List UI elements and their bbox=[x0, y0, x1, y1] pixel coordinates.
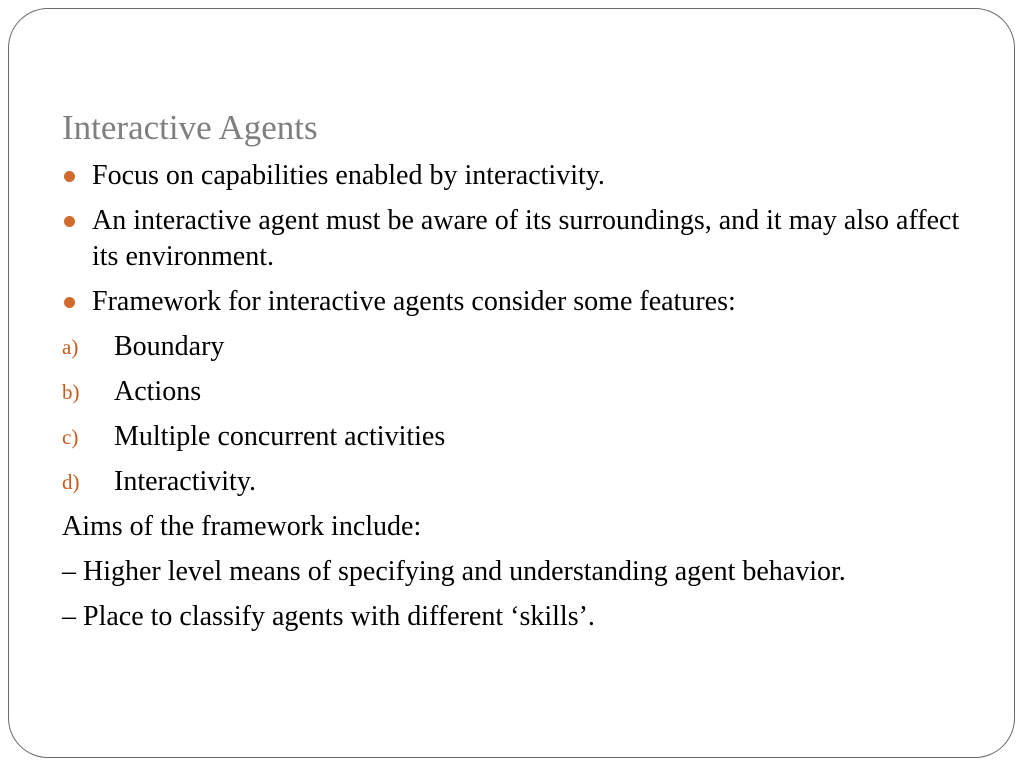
slide-title: Interactive Agents bbox=[62, 108, 318, 147]
lettered-item bbox=[62, 419, 962, 455]
lettered-item bbox=[62, 329, 962, 365]
list-marker: a) bbox=[62, 335, 79, 359]
list-marker: b) bbox=[62, 380, 80, 404]
bullet-icon bbox=[64, 171, 75, 182]
list-item-text: Actions bbox=[114, 376, 202, 407]
lettered-item bbox=[62, 374, 962, 410]
bullet-text: An interactive agent must be aware of its surroundings, and it may also affect its environment. bbox=[92, 205, 960, 272]
bullet-icon bbox=[64, 297, 75, 308]
lettered-item bbox=[62, 464, 962, 500]
aim-item: – Place to classify agents with different ‘skills’. bbox=[62, 601, 595, 632]
aims-heading: Aims of the framework include: bbox=[62, 511, 422, 542]
bullet-icon bbox=[64, 216, 75, 227]
bullet-item bbox=[62, 284, 962, 320]
slide-body bbox=[62, 158, 962, 644]
bullet-text: Focus on capabilities enabled by interactivity. bbox=[92, 160, 605, 191]
bullet-item bbox=[62, 203, 962, 275]
bullet-text: Framework for interactive agents consider some features: bbox=[92, 286, 736, 317]
list-marker: d) bbox=[62, 470, 80, 494]
aim-item: – Higher level means of specifying and understanding agent behavior. bbox=[62, 556, 846, 587]
bullet-item bbox=[62, 158, 962, 194]
list-item-text: Multiple concurrent activities bbox=[114, 421, 446, 452]
list-marker: c) bbox=[62, 425, 79, 449]
list-item-text: Interactivity. bbox=[114, 466, 257, 497]
list-item-text: Boundary bbox=[114, 331, 225, 362]
